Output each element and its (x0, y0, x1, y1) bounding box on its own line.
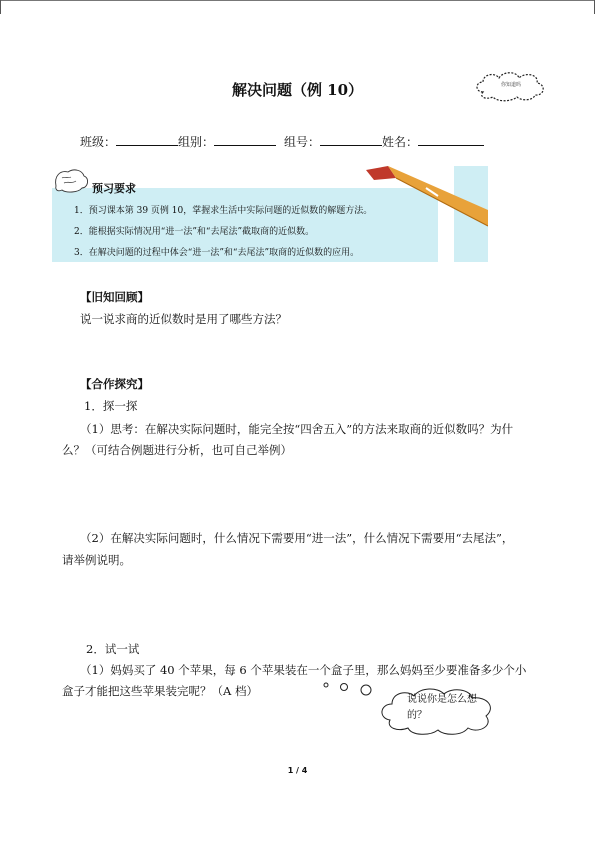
q1-line1: （1）思考：在解决实际问题时，能完全按“四舍五入”的方法来取商的近似数吗？为什 (80, 422, 514, 436)
preview-heading: 预习要求 (92, 182, 136, 195)
preview-item: 2．能根据实际情况用“进一法”和“去尾法”截取商的近似数。 (74, 227, 315, 237)
class-label: 班级： (80, 135, 117, 149)
name-field[interactable] (418, 134, 484, 146)
q3-line2: 盒子才能把这些苹果装完呢？（A 档） (62, 684, 258, 698)
page-title: 解决问题（例 10） (231, 81, 364, 99)
explore-heading: 【合作探究】 (80, 377, 149, 391)
name-label: 姓名： (382, 135, 419, 149)
review-heading: 【旧知回顾】 (80, 290, 149, 304)
preview-item: 3．在解决问题的过程中体会“进一法”和“去尾法”取商的近似数的应用。 (74, 248, 360, 258)
q3-line1: （1）妈妈买了 40 个苹果，每 6 个苹果装在一个盒子里，那么妈妈至少要准备多少个小 (80, 663, 527, 677)
review-question: 说一说求商的近似数时是用了哪些方法？ (80, 312, 287, 326)
group-label: 组别： (178, 135, 215, 149)
class-field[interactable] (116, 134, 178, 146)
q2-line1: （2）在解决实际问题时，什么情况下需要用“进一法”，什么情况下需要用“去尾法”， (80, 531, 514, 545)
part1-title: 1．探一探 (84, 399, 138, 413)
pen-illustration (366, 166, 488, 262)
q2-line2: 请举例说明。 (62, 553, 131, 567)
student-info-fields (80, 133, 484, 150)
preview-item: 1．预习课本第 39 页例 10，掌握求生活中实际问题的近似数的解题方法。 (74, 206, 373, 216)
q1-line2: 么？（可结合例题进行分析，也可自己举例） (62, 443, 292, 457)
part2-title: 2．试一试 (86, 642, 140, 656)
page-number: 1 / 4 (287, 766, 308, 775)
top-border (0, 0, 595, 1)
thought-dots-icon (318, 676, 378, 698)
cloud-note: 你知道吗 (500, 82, 521, 88)
corner-mark-left (0, 0, 1, 14)
thought-bubble-text: 说说你是怎么想的？ (407, 694, 477, 721)
group-no-field[interactable] (320, 134, 382, 146)
group-no-label: 组号： (284, 135, 321, 149)
group-field[interactable] (214, 134, 276, 146)
scroll-icon (52, 166, 92, 194)
